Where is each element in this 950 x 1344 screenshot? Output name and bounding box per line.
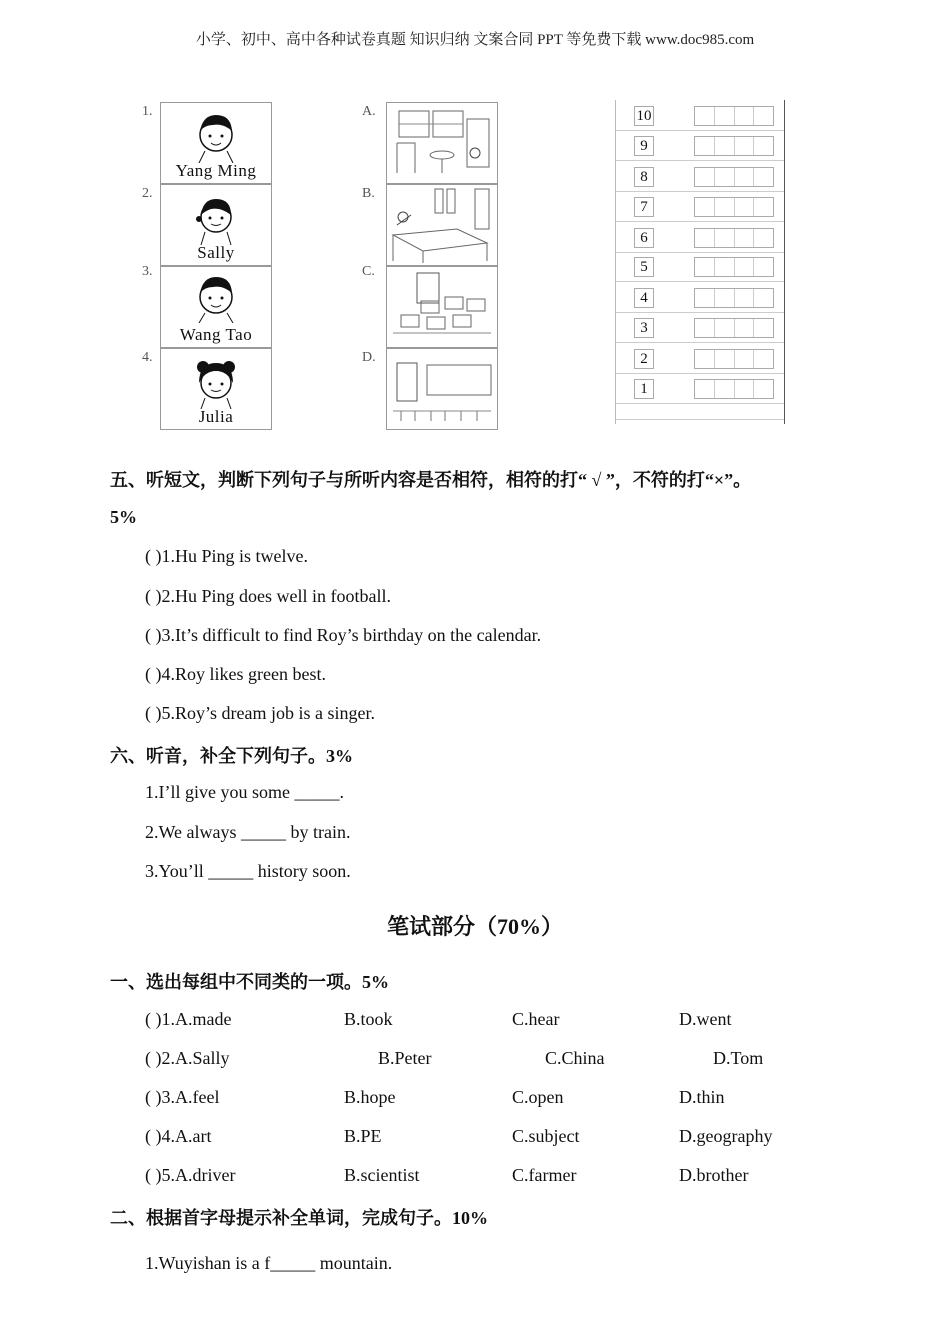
- answer-box[interactable]: [694, 197, 774, 217]
- option-c: C.China: [545, 1048, 605, 1068]
- option-d: D.brother: [679, 1165, 749, 1185]
- grid-number: 2: [634, 349, 654, 369]
- option-b: B.Peter: [378, 1048, 432, 1068]
- option-b: B.scientist: [344, 1165, 420, 1185]
- answer-box[interactable]: [694, 288, 774, 308]
- section5-item: ( )2.Hu Ping does well in football.: [145, 586, 391, 606]
- grid-footer-row: [616, 405, 784, 420]
- answer-box[interactable]: [694, 379, 774, 399]
- grid-row: [616, 375, 784, 404]
- grid-number: 5: [634, 257, 654, 277]
- grid-number: 6: [634, 228, 654, 248]
- section6-title: 六、听音，补全下列句子。3%: [110, 746, 353, 766]
- grid-row: [616, 224, 784, 253]
- section5-item: ( )3.It’s difficult to find Roy’s birthday on the calendar.: [145, 625, 542, 645]
- picture-label: D.: [362, 350, 376, 365]
- answer-box[interactable]: [694, 136, 774, 156]
- boy-face-icon: [161, 267, 271, 323]
- option-c: C.farmer: [512, 1165, 577, 1185]
- boy-face-icon: [161, 103, 271, 163]
- person-number: 3.: [142, 264, 153, 279]
- section5-score: 5%: [110, 507, 137, 527]
- room-picture-d: [386, 348, 498, 430]
- written1-question: ( )3.A.feel: [145, 1087, 220, 1107]
- grid-row: [616, 314, 784, 343]
- written1-title: 一、选出每组中不同类的一项。5%: [110, 972, 389, 992]
- grid-row: [616, 132, 784, 161]
- answer-box[interactable]: [694, 257, 774, 277]
- answer-box[interactable]: [694, 318, 774, 338]
- room-picture-a: [386, 102, 498, 184]
- person-name: Wang Tao: [179, 325, 253, 344]
- written1-question: ( )1.A.made: [145, 1009, 232, 1029]
- computer-room-sketch: [387, 267, 497, 347]
- written2-item: 1.Wuyishan is a f_____ mountain.: [145, 1253, 393, 1273]
- section6-item: 1.I’ll give you some _____.: [145, 782, 344, 802]
- section5-item: ( )1.Hu Ping is twelve.: [145, 546, 308, 566]
- answer-box[interactable]: [694, 106, 774, 126]
- room-picture-b: [386, 184, 498, 266]
- person-card-wang-tao: [160, 266, 272, 348]
- picture-label: A.: [362, 104, 376, 119]
- written-part-title: 笔试部分（70%）: [386, 914, 563, 939]
- person-number: 2.: [142, 186, 153, 201]
- written2-title: 二、根据首字母提示补全单词，完成句子。10%: [110, 1208, 488, 1228]
- option-d: D.thin: [679, 1087, 725, 1107]
- room-picture-c: [386, 266, 498, 348]
- grid-number: 8: [634, 167, 654, 187]
- answer-box[interactable]: [694, 167, 774, 187]
- grid-row: [616, 284, 784, 313]
- person-name: Sally: [197, 243, 235, 262]
- option-b: B.PE: [344, 1126, 382, 1146]
- study-room-sketch: [387, 103, 497, 183]
- person-card-sally: [160, 184, 272, 266]
- grid-number: 3: [634, 318, 654, 338]
- grid-number: 9: [634, 136, 654, 156]
- grid-row: [616, 253, 784, 282]
- section6-item: 2.We always _____ by train.: [145, 822, 351, 842]
- option-d: D.Tom: [713, 1048, 764, 1068]
- answer-box[interactable]: [694, 349, 774, 369]
- grid-number: 7: [634, 197, 654, 217]
- girl-face-icon: [161, 349, 271, 409]
- grid-number: 10: [634, 106, 654, 126]
- grid-row: [616, 193, 784, 222]
- office-room-sketch: [387, 185, 497, 265]
- person-number: 4.: [142, 350, 153, 365]
- person-name: Julia: [198, 407, 234, 426]
- page-header: 小学、初中、高中各种试卷真题 知识归纳 文案合同 PPT 等免费下载 www.doc985.com: [195, 32, 755, 48]
- grid-row: [616, 102, 784, 131]
- section5-item: ( )5.Roy’s dream job is a singer.: [145, 703, 375, 723]
- option-b: B.hope: [344, 1087, 396, 1107]
- grid-row: [616, 345, 784, 374]
- written1-question: ( )2.A.Sally: [145, 1048, 230, 1068]
- grid-number: 4: [634, 288, 654, 308]
- option-c: C.hear: [512, 1009, 560, 1029]
- written1-question: ( )4.A.art: [145, 1126, 212, 1146]
- option-c: C.open: [512, 1087, 564, 1107]
- option-d: D.geography: [679, 1126, 773, 1146]
- option-d: D.went: [679, 1009, 732, 1029]
- picture-label: B.: [362, 186, 375, 201]
- picture-label: C.: [362, 264, 375, 279]
- section5-item: ( )4.Roy likes green best.: [145, 664, 326, 684]
- section5-title: 五、听短文，判断下列句子与所听内容是否相符，相符的打“ √ ”，不符的打“×”。: [110, 470, 752, 490]
- answer-grid: [615, 100, 785, 424]
- person-name: Yang Ming: [175, 161, 257, 180]
- section6-item: 3.You’ll _____ history soon.: [145, 861, 351, 881]
- option-b: B.took: [344, 1009, 393, 1029]
- grid-number: 1: [634, 379, 654, 399]
- girl-face-icon: [161, 185, 271, 245]
- grid-row: [616, 163, 784, 192]
- person-number: 1.: [142, 104, 153, 119]
- person-card-yang-ming: [160, 102, 272, 184]
- answer-box[interactable]: [694, 228, 774, 248]
- classroom-sketch: [387, 349, 497, 429]
- person-card-julia: [160, 348, 272, 430]
- written1-question: ( )5.A.driver: [145, 1165, 236, 1185]
- option-c: C.subject: [512, 1126, 580, 1146]
